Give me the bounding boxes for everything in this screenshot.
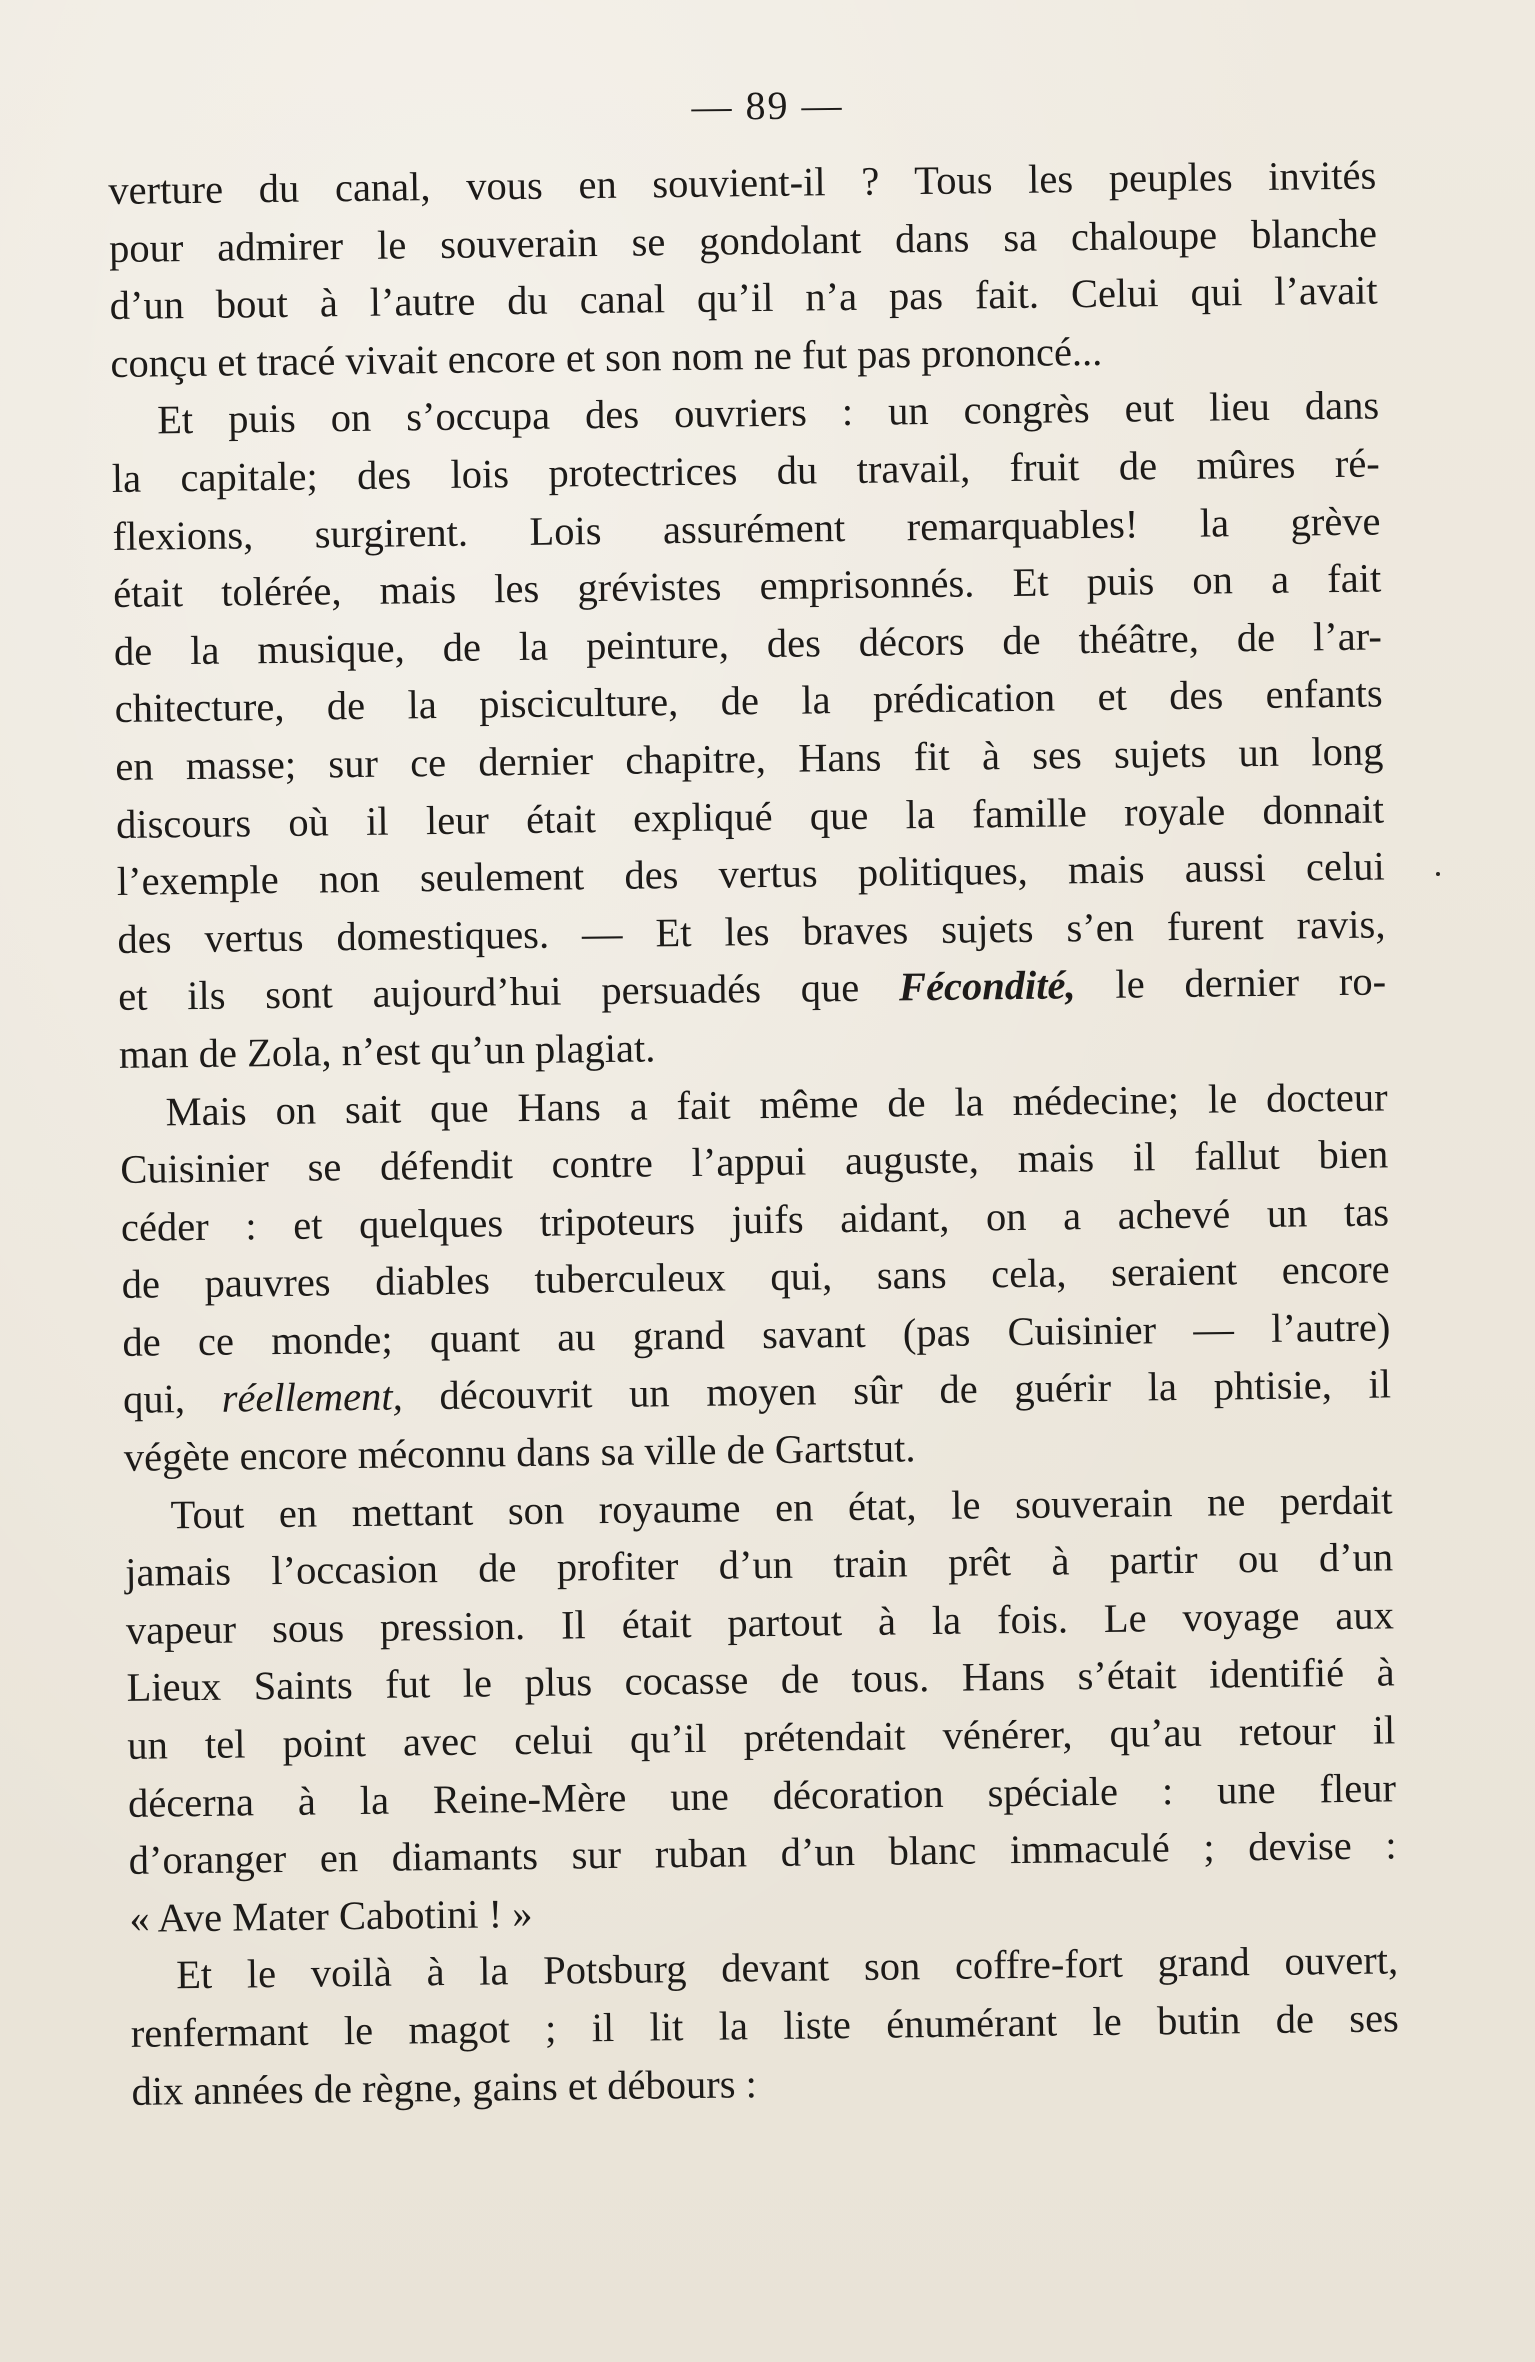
text-run: le dernier ro-: [1075, 958, 1387, 1008]
text-line: des vertus domestiques. — Et les braves sujets s’en furent ravis,: [117, 901, 1386, 962]
paragraph-3: [119, 1068, 1392, 1487]
text-line: Cuisinier se défendit contre l’appui auguste, mais il fallut bien: [120, 1131, 1389, 1193]
text-line: Et puis on s’occupa des ouvriers : un congrès eut lieu dans: [156, 382, 1380, 443]
text-line: céder : et quelques tripoteurs juifs aidant, on a achevé un tas: [120, 1189, 1390, 1250]
page-number: — 89 —: [691, 82, 844, 129]
text-line: flexions, surgirent. Lois assurément remarquables! la grève: [112, 498, 1381, 559]
paragraph-4: [124, 1471, 1398, 1947]
text-run: qui,: [122, 1376, 222, 1423]
text-line: pour admirer le souverain se gondolant dans sa chaloupe blanche: [108, 210, 1378, 271]
text-line: chitecture, de la pisciculture, de la prédication et des enfants: [114, 670, 1383, 732]
italic-title: Fécondité,: [898, 962, 1076, 1010]
text-line: un tel point avec celui qu’il prétendait vénérer, qu’au retour il: [127, 1707, 1396, 1768]
text-line: conçu et tracé vivait encore et son nom ne fut pas prononcé...: [110, 328, 1103, 386]
text-line: de pauvres diables tuberculeux qui, sans cela, seraient encore: [121, 1246, 1390, 1308]
text-line: man de Zola, n’est qu’un plagiat.: [118, 1025, 656, 1077]
paragraph-1: [108, 147, 1379, 393]
ink-speck: [1436, 872, 1440, 876]
text-line: Lieux Saints fut le plus cocasse de tous. Hans s’était identifié à: [126, 1649, 1395, 1711]
text-line: d’un bout à l’autre du canal qu’il n’a pas fait. Celui qui l’avait: [109, 267, 1378, 329]
text-line: dix années de règne, gains et débours :: [131, 2060, 758, 2114]
text-line: était tolérée, mais les grévistes emprisonnés. Et puis on a fait: [112, 555, 1382, 617]
text-line: Et le voilà à la Potsburg devant son coffre-fort grand ouvert,: [175, 1937, 1399, 1998]
text-line: d’oranger en diamants sur ruban d’un blanc immaculé ; devise :: [128, 1822, 1397, 1884]
text-line: l’exemple non seulement des vertus politiques, mais aussi celui: [116, 843, 1385, 905]
text-line: de ce monde; quant au grand savant (pas Cuisinier — l’autre): [122, 1304, 1391, 1365]
text-line: jamais l’occasion de profiter d’un train prêt à partir ou d’un: [124, 1534, 1394, 1596]
text-line: végète encore méconnu dans sa ville de Gartstut.: [123, 1425, 916, 1480]
italic-word: réellement,: [221, 1373, 404, 1422]
text-line: de la musique, de la peinture, des décors de théâtre, de l’ar-: [113, 613, 1383, 674]
text-line: vapeur sous pression. Il était partout à la fois. Le voyage aux: [125, 1592, 1395, 1653]
text-line: renfermant le magot ; il lit la liste énumérant le butin de ses: [130, 1995, 1400, 2056]
body-text: [108, 147, 1400, 2121]
text-run: découvrit un moyen sûr de guérir la phtisie, il: [402, 1361, 1392, 1419]
text-line: Tout en mettant son royaume en état, le souverain ne perdait: [170, 1477, 1393, 1537]
text-line: Mais on sait que Hans a fait même de la médecine; le docteur: [165, 1073, 1388, 1134]
text-line: discours où il leur était expliqué que la famille royale donnait: [115, 785, 1385, 847]
paragraph-2: [111, 377, 1387, 1084]
text-run: et ils sont aujourd’hui persuadés que: [117, 964, 900, 1020]
text-line: la capitale; des lois protectrices du travail, fruit de mûres ré-: [111, 440, 1381, 501]
paragraph-5: [130, 1932, 1400, 2120]
text-line: verture du canal, vous en souvient-il ? Tous les peuples invités: [108, 152, 1377, 213]
text-line: décerna à la Reine-Mère une décoration spéciale : une fleur: [127, 1765, 1397, 1826]
text-line: « Ave Mater Cabotini ! »: [129, 1890, 533, 1941]
text-line: en masse; sur ce dernier chapitre, Hans fit à ses sujets un long: [115, 728, 1384, 789]
